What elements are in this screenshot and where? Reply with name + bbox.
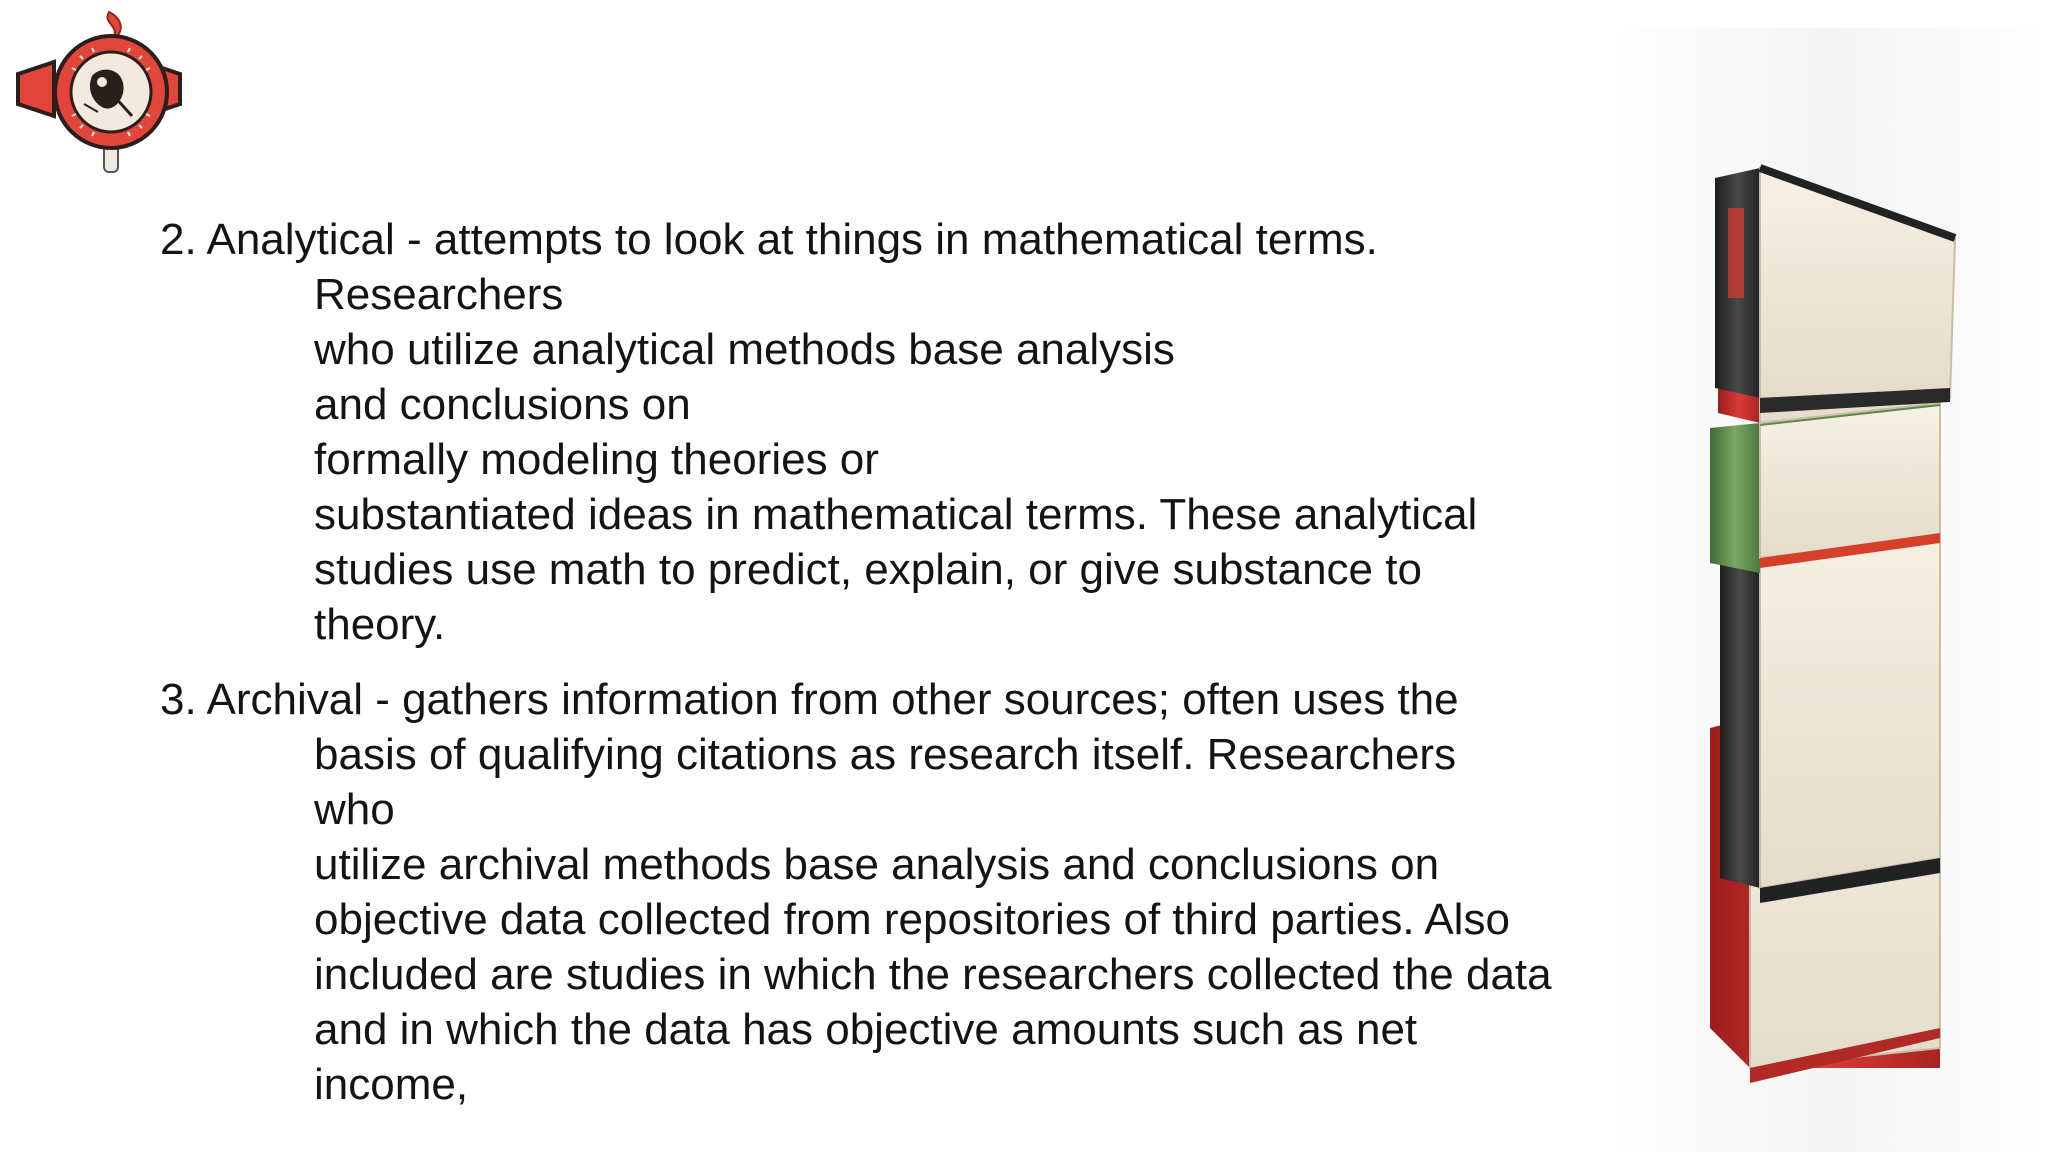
item-lead: 3. Archival - gathers information from other sources; often uses the bbox=[160, 675, 1459, 724]
university-seal-icon bbox=[14, 4, 184, 176]
item-lead: 2. Analytical - attempts to look at things in mathematical terms. bbox=[160, 215, 1378, 264]
list-item-analytical bbox=[160, 212, 1650, 652]
stacked-books-icon bbox=[1610, 28, 2048, 1152]
item-line: substantiated ideas in mathematical terms. These analytical bbox=[314, 490, 1478, 539]
item-line: and in which the data has objective amounts such as net bbox=[314, 1005, 1418, 1054]
item-line: and conclusions on formally modeling theories or bbox=[314, 380, 879, 484]
item-line: utilize archival methods base analysis and conclusions on bbox=[314, 840, 1440, 889]
item-line: studies use math to predict, explain, or give substance to bbox=[314, 545, 1422, 594]
item-line: basis of qualifying citations as research itself. Researchers who bbox=[314, 730, 1457, 834]
item-line: included are studies in which the researchers collected the data bbox=[314, 950, 1552, 999]
item-line: income, bbox=[314, 1060, 469, 1109]
item-line: objective data collected from repositories of third parties. Also bbox=[314, 895, 1510, 944]
list-item-archival bbox=[160, 672, 1650, 1112]
slide-body bbox=[160, 212, 1650, 1112]
item-line: Researchers who utilize analytical methods base analysis bbox=[314, 270, 1175, 374]
item-line: theory. bbox=[314, 600, 446, 649]
